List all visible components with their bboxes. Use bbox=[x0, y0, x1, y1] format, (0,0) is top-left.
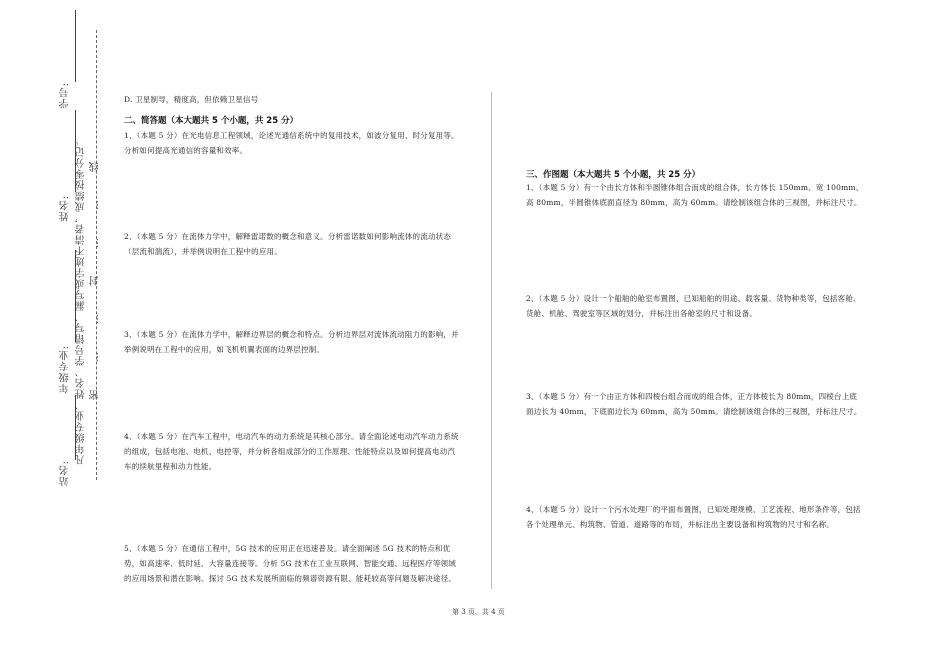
student-id-underline bbox=[75, 10, 76, 82]
column-divider bbox=[491, 92, 492, 589]
section-2-question-5: 5、（本题 5 分）在通信工程中，5G 技术的应用正在迅速普及。请全面阐述 5G 技术的特点和优势，如高速率、低时延、大容量连接等。分析 5G 技术在工业互联网、智能交通、远程医疗等领域的应用场景和潜在影响。探讨 5G 技术发展所面临的频谱资源有限、能耗较高等问题及解决途径。 bbox=[124, 544, 457, 583]
school-label: 站名: bbox=[60, 460, 71, 487]
section-3-question-2: 2、（本题 5 分）设计一个船舶的舱室布置图，已知船舶的用途、载客量、货物种类等，包括客舱、货舱、机舱、驾驶室等区域的划分，并标注出各舱室的尺寸和设备。 bbox=[526, 294, 861, 318]
student-id-label: 学号: bbox=[60, 82, 71, 109]
section-2-question-1: 1、（本题 5 分）在光电信息工程领域，论述光通信系统中的复用技术，如波分复用、时分复用等。分析如何提高光通信的容量和效率。 bbox=[124, 131, 459, 155]
section-3-question-1: 1、（本题 5 分）有一个由长方体和半圆锥体组合而成的组合体，长方体长 150mm、宽 100mm、高 80mm，半圆锥体底面直径为 80mm，高为 60mm。请绘制该组合体的三视图，并标注尺寸。 bbox=[526, 183, 864, 207]
section-2-question-2: 2、（本题 5 分）在流体力学中，解释雷诺数的概念和意义。分析雷诺数如何影响流体的流动状态（层流和湍流），并举例说明在工程中的应用。 bbox=[124, 232, 452, 256]
section-3-question-4: 4、（本题 5 分）设计一个污水处理厂的平面布置图，已知处理规模、工艺流程、地形条件等，包括各个处理单元、构筑物、管道、道路等的布局，并标注出主要设备和构筑物的尺寸和名称。 bbox=[526, 505, 861, 529]
seal-dotted-line bbox=[96, 30, 97, 480]
section-2-question-4: 4、（本题 5 分）在汽车工程中，电动汽车的动力系统是其核心部分。请全面论述电动汽车动力系统的组成，包括电池、电机、电控等，并分析各组成部分的工作原理、性能特点以及如何提高电动汽车的续航里程和动力性能。 bbox=[124, 432, 459, 471]
seal-mark: 密……封……线 bbox=[90, 134, 101, 400]
section-2-question-3: 3、（本题 5 分）在流体力学中，解释边界层的概念和特点。分析边界层对流体流动阻力的影响，并举例说明在工程中的应用，如飞机机翼表面的边界层控制。 bbox=[124, 330, 459, 354]
section-2-title: 二、简答题（本大题共 5 个小题，共 25 分） bbox=[124, 116, 299, 126]
binding-instruction: 凡年级专业、姓名、学号错写、漏写或字迹不清者，成绩按零分记。 bbox=[76, 135, 87, 465]
section-3-question-3: 3、（本题 5 分）有一个由正方体和四棱台组合而成的组合体，正方体棱长为 80mm，四棱台上底面边长为 40mm，下底面边长为 60mm，高为 50mm。请绘制该组合体的三视图，并标注尺寸。 bbox=[526, 392, 862, 416]
page-number: 第 3 页，共 4 页 bbox=[452, 608, 505, 616]
name-label: 姓名: bbox=[60, 195, 71, 222]
grade-label: 年级专业: bbox=[60, 345, 71, 394]
option-d: D. 卫星制导，精度高，但依赖卫星信号 bbox=[124, 95, 259, 104]
section-3-title: 三、作图题（本大题共 5 个小题，共 25 分） bbox=[526, 170, 701, 180]
